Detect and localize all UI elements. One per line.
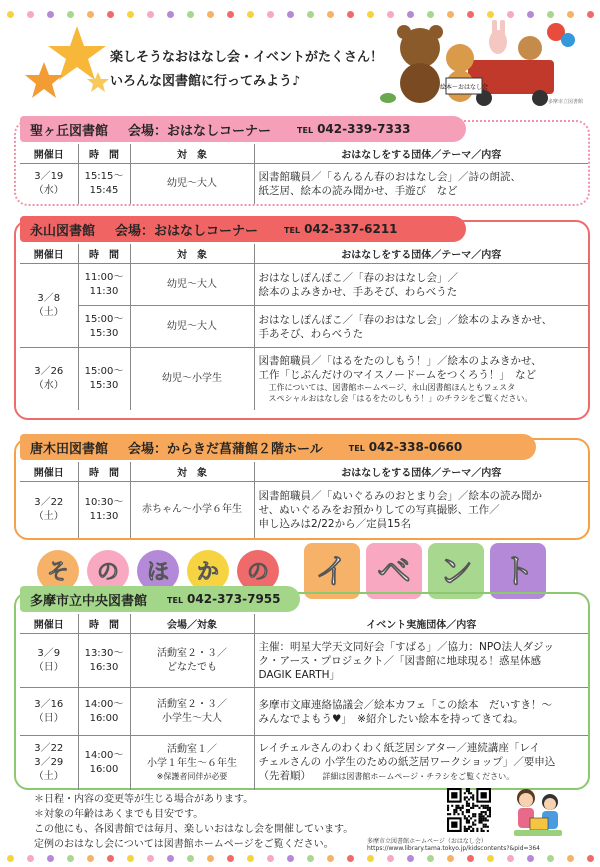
border-dot	[347, 11, 354, 18]
border-dot	[587, 855, 594, 862]
bottom-dot-border	[0, 852, 600, 864]
border-dot	[407, 11, 414, 18]
event-desc: 図書館職員／「るんるん春のおはなし会」／詩の朗読、 紙芝居、絵本の読み聞かせ、手遊び など	[254, 164, 588, 204]
event-date: 3／8 （土）	[20, 264, 78, 348]
tel-label: TEL	[167, 596, 184, 605]
border-dot	[247, 855, 254, 862]
border-dot	[87, 855, 94, 862]
border-dot	[167, 11, 174, 18]
central-table	[20, 614, 588, 790]
col-target: 対 象	[130, 144, 254, 164]
border-dot	[367, 855, 374, 862]
event-target: 活動室２・３／ どなたでも	[130, 634, 254, 688]
kids-reading-illustration	[506, 784, 568, 840]
intro-line-2: いろんな図書館に行ってみよう♪	[110, 74, 301, 89]
table-row	[20, 264, 588, 306]
border-dot	[227, 11, 234, 18]
border-dot	[427, 855, 434, 862]
col-target: 対 象	[130, 244, 254, 264]
border-dot	[127, 855, 134, 862]
event-desc: 主催：明星大学天文同好会「すばる」／協力：NPO法人ダジッ ク・アース・プロジェクト／「図書館に地球現る！惑星体感 DAGIK EARTH」	[254, 634, 588, 688]
event-desc: おはなしぽんぽこ／「春のおはなし会」／絵本のよみきかせ、 手あそび、わらべうた	[254, 306, 588, 348]
border-dot	[127, 11, 134, 18]
library-name: 多摩市立中央図書館	[30, 593, 148, 609]
event-desc: 多摩市文庫連絡協議会／絵本カフェ「この絵本 だいすき！〜 みんなでよもう♥」 ※紹介したい絵本を持ってきてね。	[254, 688, 588, 736]
border-dot	[207, 855, 214, 862]
border-dot	[487, 11, 494, 18]
intro-line-1: 楽しそうなおはなし会・イベントがたくさん！	[110, 50, 384, 65]
library-venue: 会場：おはなしコーナー	[128, 123, 272, 139]
title-letter: そ	[46, 560, 70, 585]
title-letter: か	[196, 560, 220, 585]
event-target-note: ※保護者同伴が必要	[156, 772, 228, 782]
event-desc: 図書館職員／「はるをたのしもう！」／絵本のよみきかせ、 工作「じぶんだけのマイスノードームをつくろう！」 など	[258, 354, 542, 381]
event-time: 15:15〜 15:45	[78, 164, 130, 204]
border-dot	[367, 11, 374, 18]
library-tel: 042-338-0660	[368, 440, 463, 454]
footer-line: 定例のおはなし会については図書館ホームページをご覧ください。	[34, 839, 334, 850]
border-dot	[547, 855, 554, 862]
qr-code[interactable]	[447, 788, 491, 832]
table-row	[20, 736, 588, 790]
col-date: 開催日	[20, 462, 78, 482]
library-name: 永山図書館	[30, 223, 96, 239]
event-date: 3／16 （日）	[20, 688, 78, 736]
footer-notes	[34, 792, 353, 852]
border-dot	[447, 855, 454, 862]
border-dot	[467, 11, 474, 18]
title-letter: ン	[439, 552, 473, 592]
footer-line: ＊日程・内容の変更等が生じる場合があります。	[34, 794, 254, 805]
table-row	[20, 306, 588, 348]
border-dot	[527, 855, 534, 862]
event-target: 赤ちゃん〜小学６年生	[130, 482, 254, 538]
col-time: 時 間	[78, 462, 130, 482]
border-dot	[27, 11, 34, 18]
event-target: 幼児〜大人	[130, 164, 254, 204]
border-dot	[267, 11, 274, 18]
title-letter: の	[96, 560, 120, 585]
event-date: 3／19 （水）	[20, 164, 78, 204]
border-dot	[67, 11, 74, 18]
nagayama-table	[20, 244, 588, 410]
table-row	[20, 164, 588, 204]
event-date: 3／22 （土）	[20, 482, 78, 538]
border-dot	[387, 11, 394, 18]
col-date: 開催日	[20, 144, 78, 164]
tel-label: TEL	[297, 126, 314, 135]
border-dot	[407, 855, 414, 862]
border-dot	[167, 855, 174, 862]
border-dot	[207, 11, 214, 18]
border-dot	[7, 11, 14, 18]
nagayama-header	[20, 216, 466, 242]
library-name: 聖ヶ丘図書館	[30, 123, 109, 139]
border-dot	[187, 11, 194, 18]
table-row	[20, 348, 588, 410]
event-time: 14:00〜 16:00	[78, 736, 130, 790]
border-dot	[47, 11, 54, 18]
border-dot	[47, 855, 54, 862]
border-dot	[347, 855, 354, 862]
border-dot	[107, 11, 114, 18]
intro-text	[110, 46, 383, 94]
footer-url[interactable]: https://www.library.tama.tokyo.jp/kidscontents?&pid=364	[367, 845, 541, 852]
event-target: 幼児〜大人	[130, 264, 254, 306]
border-dot	[507, 855, 514, 862]
border-dot	[67, 855, 74, 862]
event-desc: おはなしぽんぽこ／「春のおはなし会」／ 絵本のよみきかせ、手あそび、わらべうた	[254, 264, 588, 306]
event-date: 3／26 （水）	[20, 348, 78, 410]
event-date: 3／22 3／29 （土）	[20, 736, 78, 790]
event-time: 11:00〜 11:30	[78, 264, 130, 306]
event-target: 幼児〜大人	[130, 306, 254, 348]
title-letter: イ	[315, 552, 349, 592]
border-dot	[487, 855, 494, 862]
library-tel: 042-337-6211	[304, 222, 398, 236]
col-desc: おはなしをする団体／テーマ／内容	[254, 244, 588, 264]
illustration-credit: 多摩市立図書館	[548, 99, 584, 105]
title-letter: ベ	[377, 552, 411, 592]
border-dot	[467, 855, 474, 862]
col-desc: イベント実施団体／内容	[254, 614, 588, 634]
event-time: 10:30〜 11:30	[78, 482, 130, 538]
library-name: 唐木田図書館	[30, 441, 109, 457]
border-dot	[107, 855, 114, 862]
event-date: 3／9 （日）	[20, 634, 78, 688]
border-dot	[267, 855, 274, 862]
title-letter: ほ	[146, 560, 170, 585]
border-dot	[387, 855, 394, 862]
bears-cart-illustration	[380, 18, 580, 108]
col-time: 時 間	[78, 244, 130, 264]
event-time: 14:00〜 16:00	[78, 688, 130, 736]
border-dot	[327, 855, 334, 862]
library-venue: 会場：からきだ菖蒲館２階ホール	[128, 441, 323, 457]
border-dot	[327, 11, 334, 18]
stars-decoration	[22, 24, 112, 104]
border-dot	[427, 11, 434, 18]
border-dot	[147, 11, 154, 18]
border-dot	[87, 11, 94, 18]
footer-homepage-label: 多摩市立図書館ホームページ（おはなし会）	[367, 838, 487, 845]
central-header	[20, 586, 300, 612]
table-row	[20, 688, 588, 736]
footer-line: ＊対象の年齢はあくまでも目安です。	[34, 809, 204, 820]
title-letter: の	[246, 560, 270, 585]
event-target: 活動室２・３／ 小学生〜大人	[130, 688, 254, 736]
col-date: 開催日	[20, 614, 78, 634]
bears-sign-text: 絵本〜おはなし会	[439, 84, 489, 91]
border-dot	[27, 855, 34, 862]
border-dot	[567, 11, 574, 18]
border-dot	[307, 855, 314, 862]
event-target: 幼児〜小学生	[130, 348, 254, 410]
hijirigaoka-header	[20, 116, 466, 142]
event-time: 15:00〜 15:30	[78, 306, 130, 348]
tel-label: TEL	[284, 226, 301, 235]
event-note: 工作については、図書館ホームページ、永山図書館ほんともフェスタ スペシャルおはなし会「はるをたのしもう！」のチラシをご覧ください。	[268, 382, 533, 403]
border-dot	[247, 11, 254, 18]
border-dot	[527, 11, 534, 18]
event-desc: レイチェルさんのわくわく紙芝居シアター／連続講座「レイ チェルさんの 小学生のための紙芝居ワークショップ」／要申込 （先着順）	[258, 742, 556, 783]
col-time: 時 間	[78, 614, 130, 634]
border-dot	[307, 11, 314, 18]
title-letter: ト	[501, 552, 535, 592]
table-row	[20, 634, 588, 688]
border-dot	[147, 855, 154, 862]
border-dot	[547, 11, 554, 18]
border-dot	[567, 855, 574, 862]
event-target: 活動室１／ 小学１年生〜６年生	[147, 744, 237, 770]
footer-line: この他にも、各図書館では毎月、楽しいおはなし会を開催しています。	[34, 824, 354, 835]
footer-homepage-note	[367, 836, 540, 852]
event-desc: 図書館職員／「ぬいぐるみのおとまり会」／絵本の読み聞か せ、ぬいぐるみをお預かりしての写真撮影、工作／ 申し込みは2/22から／定員15名	[254, 482, 588, 538]
col-date: 開催日	[20, 244, 78, 264]
library-tel: 042-339-7333	[317, 122, 411, 136]
event-desc-note: 詳細は図書館ホームページ・チラシをご覧ください。	[322, 772, 515, 782]
border-dot	[587, 11, 594, 18]
col-time: 時 間	[78, 144, 130, 164]
karakida-header	[20, 434, 536, 460]
border-dot	[447, 11, 454, 18]
karakida-table	[20, 462, 588, 538]
col-target: 会場／対象	[130, 614, 254, 634]
border-dot	[187, 855, 194, 862]
hijirigaoka-table	[20, 144, 588, 204]
col-target: 対 象	[130, 462, 254, 482]
event-time: 13:30〜 16:30	[78, 634, 130, 688]
border-dot	[287, 11, 294, 18]
border-dot	[507, 11, 514, 18]
col-desc: おはなしをする団体／テーマ／内容	[254, 462, 588, 482]
tel-label: TEL	[348, 444, 365, 453]
border-dot	[287, 855, 294, 862]
library-tel: 042-373-7955	[187, 592, 281, 606]
border-dot	[227, 855, 234, 862]
event-time: 15:00〜 15:30	[78, 348, 130, 410]
library-venue: 会場：おはなしコーナー	[115, 223, 259, 239]
table-row	[20, 482, 588, 538]
col-desc: おはなしをする団体／テーマ／内容	[254, 144, 588, 164]
border-dot	[7, 855, 14, 862]
